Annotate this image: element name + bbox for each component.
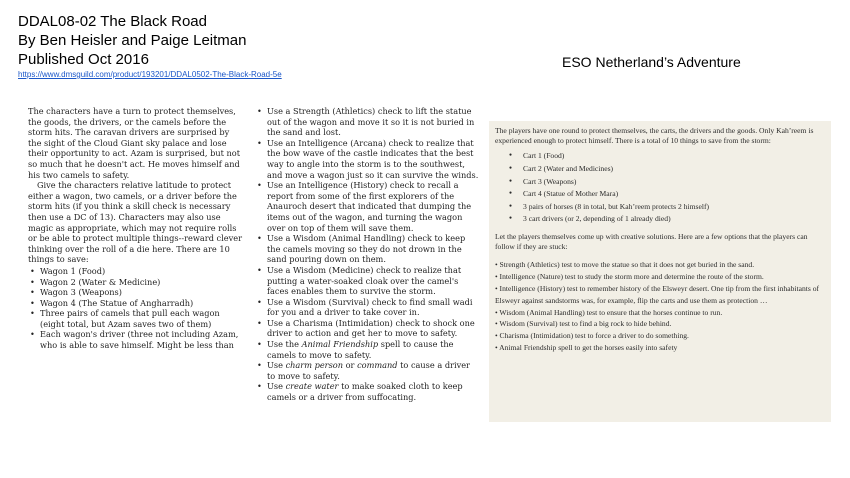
list-item: • Use a Wisdom (Medicine) check to realize that putting a water-soaked cloak over the camel's faces enables them to survive the storm. bbox=[267, 265, 479, 297]
scan-paragraph-2: Give the characters relative latitude to protect either a wagon, two camels, or a driver before the storm hits (if you think a skill check is necessary then use a DC of 13). Characters may also use magic as appropriate, which may not require rolls or be able to protect multiple things--reward clever thinking over the roll of a die here. There are 10 things to save: bbox=[28, 180, 242, 265]
spell-name: charm person bbox=[285, 360, 343, 371]
spell-name: command bbox=[357, 360, 398, 371]
spacer bbox=[495, 252, 825, 256]
text-fragment: to make soaked cloth to keep camels or a driver from suffocating. bbox=[267, 381, 463, 403]
list-item: ● 3 pairs of horses (8 in total, but Kah’reem protects 2 himself) bbox=[523, 201, 825, 214]
spell-name: create water bbox=[285, 381, 339, 392]
list-item: • Use an Intelligence (Arcana) check to realize that the bow wave of the castle indicates that the best way to angle into the storm is to the southwest, and move a wagon just so it can survive the winds. bbox=[267, 138, 479, 180]
list-item: ● Cart 2 (Water and Medicines) bbox=[523, 163, 825, 176]
header bbox=[18, 12, 282, 80]
list-item: ● Cart 3 (Weapons) bbox=[523, 176, 825, 189]
list-item: • Animal Friendship spell to get the horses easily into safety bbox=[495, 342, 678, 352]
list-item bbox=[267, 339, 479, 360]
panel-intro: The players have one round to protect themselves, the carts, the drivers and the goods. Only Kah’reem is experienced enough to protect himself. There is a total of 10 things to save from the storm: bbox=[495, 126, 814, 146]
text-fragment: Use bbox=[267, 360, 286, 371]
list-item: • Wagon 4 (The Statue of Angharradh) bbox=[40, 298, 244, 309]
list-item: • Three pairs of camels that pull each wagon (eight total, but Azam saves two of them) bbox=[40, 308, 244, 329]
text-fragment: Use bbox=[267, 381, 286, 392]
list-item: • Wagon 1 (Food) bbox=[40, 266, 244, 277]
spell-name: Animal Friendship bbox=[301, 339, 379, 350]
eso-adventure-label: ESO Netherland’s Adventure bbox=[562, 54, 741, 70]
text-fragment: Use the bbox=[267, 339, 302, 350]
solutions-intro: Let the players themselves come up with creative solutions. Here are a few options that the players can follow if they are stuck: bbox=[495, 231, 808, 252]
list-item bbox=[267, 360, 479, 381]
list-item: • Wagon 3 (Weapons) bbox=[40, 287, 244, 298]
list-item: • Use a Wisdom (Survival) check to find small wadi for you and a driver to take cover in. bbox=[267, 297, 479, 318]
list-item bbox=[267, 381, 479, 402]
text-fragment: to cause a driver to move to safety. bbox=[267, 360, 470, 381]
scan-column-left bbox=[28, 106, 244, 351]
list-item: • Each wagon's driver (three not including Azam, who is able to save himself. Might be less than bbox=[40, 329, 244, 350]
list-item: • Intelligence (History) test to remember history of the Elsweyr desert. One tip from the first inhabitants of Elsweyr against sandstorms was, for example, flip the carts and use them as protection … bbox=[495, 283, 820, 305]
scan-paragraph-1: The characters have a turn to protect themselves, the goods, the drivers, or the camels before the storm hits. The caravan drivers are surprised by the sight of the Cloud Giant sky palace and lose their opportunity to act. Azam is surprised, but not so much that he doesn't act. He moves himself and his two camels to safety. bbox=[28, 106, 241, 180]
list-item: • Wisdom (Animal Handling) test to ensure that the horses continue to run. bbox=[495, 307, 723, 317]
authors: By Ben Heisler and Paige Leitman bbox=[18, 32, 247, 49]
text-fragment: or bbox=[343, 360, 358, 371]
list-item: • Charisma (Intimidation) test to force a driver to do something. bbox=[495, 331, 689, 341]
published-date: Published Oct 2016 bbox=[18, 51, 149, 68]
list-item: • Strength (Athletics) test to move the statue so that it does not get buried in the sand. bbox=[495, 260, 755, 270]
list-item: ● 3 cart drivers (or 2, depending of 1 already died) bbox=[523, 213, 825, 226]
list-item: ● Cart 4 (Statue of Mother Mara) bbox=[523, 188, 825, 201]
list-item: • Use a Charisma (Intimidation) check to shock one driver to action and get her to move to safety. bbox=[267, 318, 479, 339]
eso-adaptation-panel bbox=[489, 121, 831, 422]
list-item: • Wagon 2 (Water & Medicine) bbox=[40, 277, 244, 288]
check-options-list bbox=[259, 106, 479, 403]
carts-list bbox=[495, 150, 825, 226]
list-item: • Wisdom (Survival) test to find a big rock to hide behind. bbox=[495, 319, 672, 329]
list-item: ● Cart 1 (Food) bbox=[523, 150, 825, 163]
list-item: • Intelligence (Nature) test to study the storm more and determine the route of the storm. bbox=[495, 272, 764, 282]
dmsguild-link[interactable]: https://www.dmsguild.com/product/193201/DDAL0502-The-Black-Road-5e bbox=[18, 70, 282, 79]
list-item: • Use an Intelligence (History) check to recall a report from some of the first explorers of the Anauroch desert that indicated that dumping the items out of the wagon, and turning the wagon over on top of them will save them. bbox=[267, 180, 479, 233]
adventure-title: DDAL08-02 The Black Road bbox=[18, 13, 207, 30]
things-to-save-list bbox=[28, 266, 244, 351]
scan-column-right bbox=[253, 106, 479, 403]
list-item: • Use a Wisdom (Animal Handling) check to keep the camels moving so they do not drown in the sand pouring down on them. bbox=[267, 233, 479, 265]
list-item: • Use a Strength (Athletics) check to lift the statue out of the wagon and move it so it is not buried in the sand and lost. bbox=[267, 106, 479, 138]
solutions-list bbox=[495, 259, 825, 353]
text-fragment: spell to cause the camels to move to safety. bbox=[267, 339, 454, 360]
